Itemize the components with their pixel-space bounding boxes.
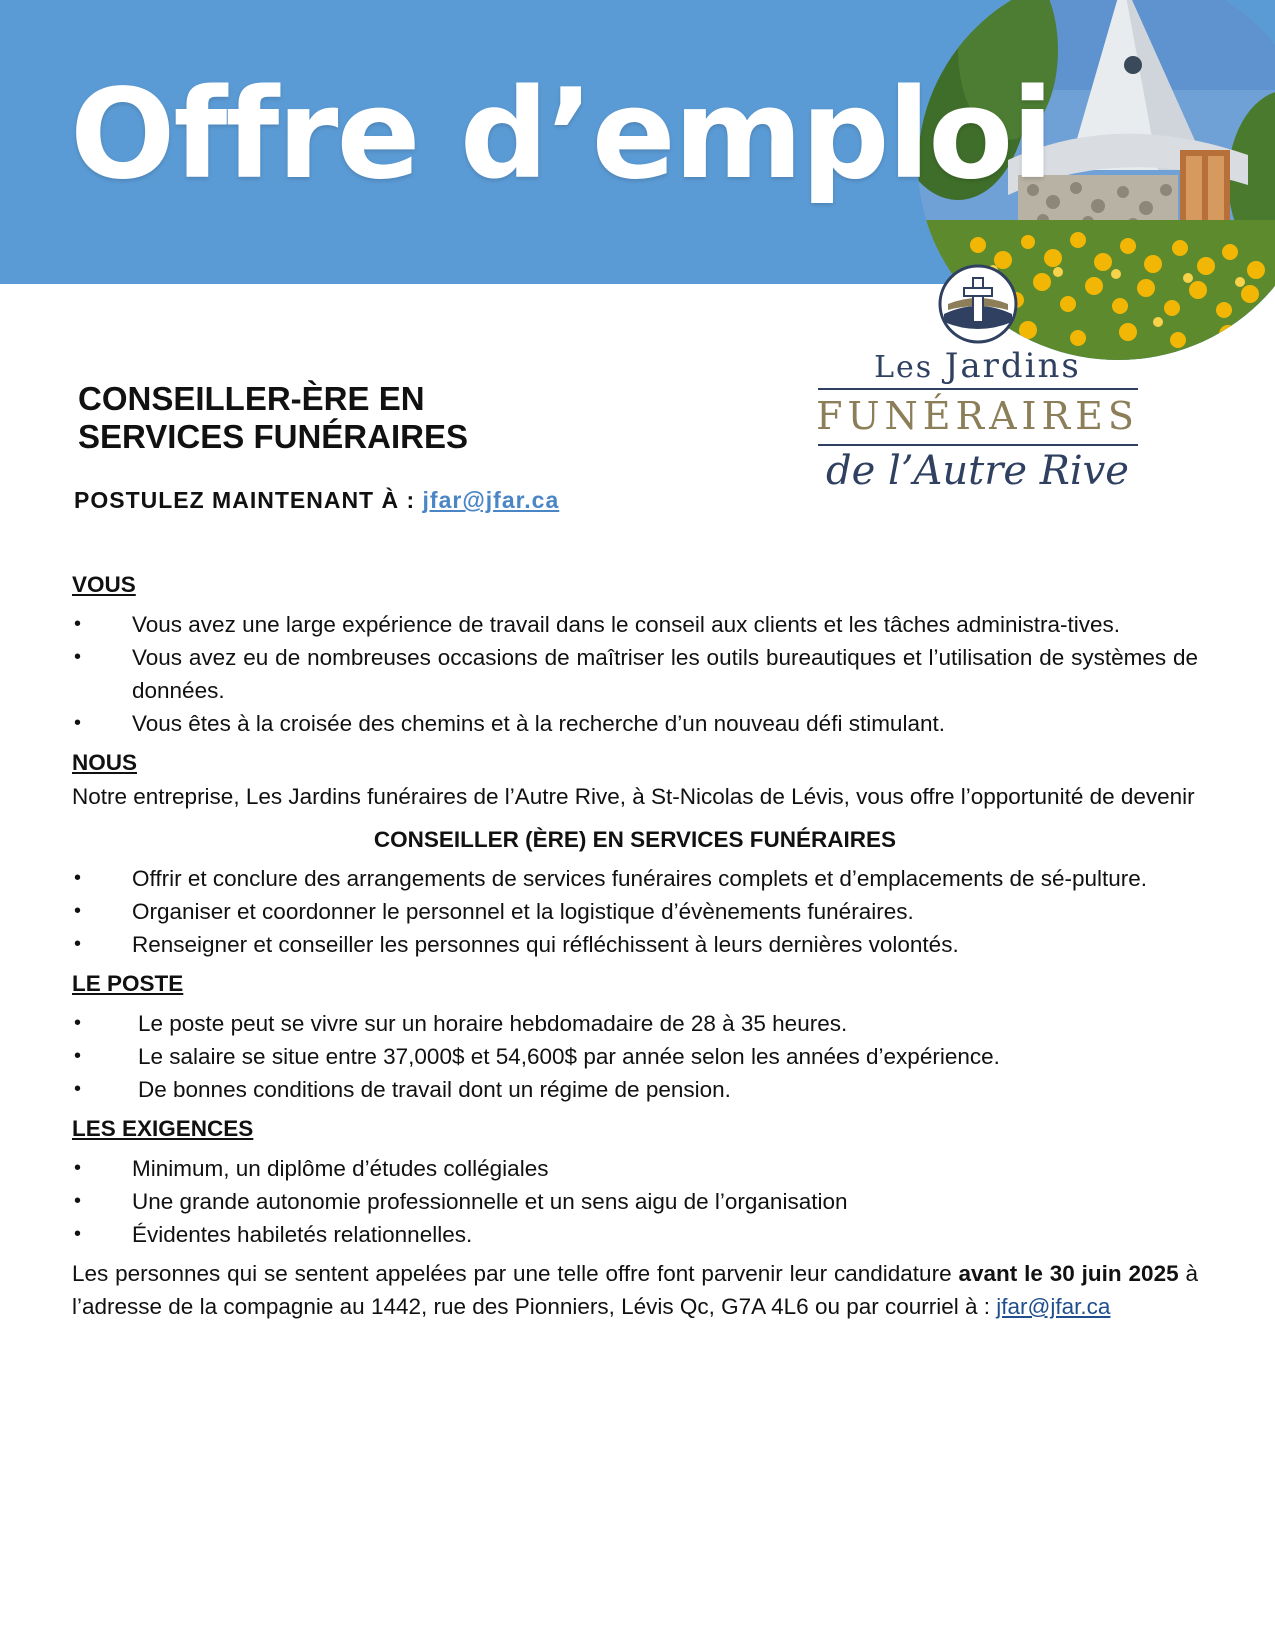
list-item: • Renseigner et conseiller les personnes qui réfléchissent à leurs dernières volontés. <box>72 928 1198 961</box>
list-item <box>72 1040 1198 1073</box>
list-item <box>72 1073 1198 1106</box>
job-title-line1: CONSEILLER-ÈRE EN <box>78 380 425 417</box>
apply-email-link[interactable]: jfar@jfar.ca <box>422 487 560 513</box>
logo-text-les-jardins <box>810 346 1145 386</box>
closing-text-1: Les personnes qui se sentent appelées par une telle offre font parvenir leur candidature <box>72 1261 959 1286</box>
closing-deadline: avant le 30 juin 2025 <box>958 1261 1179 1286</box>
list-item-text: Le poste peut se vivre sur un horaire hebdomadaire de 28 à 35 heures. <box>138 1011 848 1036</box>
closing-text-2: à l’adresse de la compagnie au 1442, rue des Pionniers, Lévis Qc, G7A 4L6 ou par courriel à : <box>72 1261 1199 1319</box>
cross-emblem-icon <box>936 262 1020 346</box>
nous-intro: Notre entreprise, Les Jardins funéraires de l’Autre Rive, à St-Nicolas de Lévis, vous offre l’opportunité de devenir <box>72 784 1195 809</box>
logo-text-autre-rive: de l’Autre Rive <box>826 448 1129 494</box>
list-item: • Organiser et coordonner le personnel et la logistique d’évènements funéraires. <box>72 895 1198 928</box>
list-item-text: De bonnes conditions de travail dont un régime de pension. <box>138 1077 731 1102</box>
offer-content <box>72 568 1198 1329</box>
closing-email-link[interactable]: jfar@jfar.ca <box>996 1294 1111 1319</box>
banner-title: Offre d’emploi <box>70 63 1052 207</box>
list-item <box>72 1007 1198 1040</box>
vous-list <box>72 608 1198 740</box>
list-item: • Minimum, un diplôme d’études collégiales <box>72 1152 1198 1185</box>
list-item: • Vous avez une large expérience de travail dans le conseil aux clients et les tâches administra-tives. <box>72 608 1198 641</box>
apply-line <box>74 487 559 514</box>
list-item-text: Le salaire se situe entre 37,000$ et 54,600$ par année selon les années d’expérience. <box>138 1044 1000 1069</box>
company-logo <box>810 262 1145 512</box>
logo-text-jardins: Jardins <box>944 346 1081 386</box>
section-heading-nous: NOUS <box>72 750 138 775</box>
logo-rule-top <box>818 388 1138 390</box>
list-item: • Vous êtes à la croisée des chemins et à la recherche d’un nouveau défi stimulant. <box>72 707 1198 740</box>
logo-rule-bottom <box>818 444 1138 446</box>
exigences-list <box>72 1152 1198 1251</box>
position-subheading: CONSEILLER (ÈRE) EN SERVICES FUNÉRAIRES <box>373 827 897 852</box>
list-item: • Une grande autonomie professionnelle et un sens aigu de l’organisation <box>72 1185 1198 1218</box>
logo-text-funeraires: FUNÉRAIRES <box>816 394 1139 438</box>
job-title-line2: SERVICES FUNÉRAIRES <box>78 418 468 455</box>
list-item: • Vous avez eu de nombreuses occasions de maîtriser les outils bureautiques et l’utilisation de systèmes de données. <box>72 641 1198 707</box>
list-item: • Offrir et conclure des arrangements de services funéraires complets et d’emplacements de sé-pulture. <box>72 862 1198 895</box>
logo-text-les: Les <box>874 350 945 385</box>
list-item: • Évidentes habiletés relationnelles. <box>72 1218 1198 1251</box>
section-heading-vous: VOUS <box>72 572 136 597</box>
nous-list <box>72 862 1198 961</box>
section-heading-poste: LE POSTE <box>72 971 184 996</box>
job-title <box>78 380 468 456</box>
poste-list <box>72 1007 1198 1106</box>
closing-paragraph <box>72 1257 1198 1323</box>
apply-label: POSTULEZ MAINTENANT À : <box>74 487 423 513</box>
section-heading-exigences: LES EXIGENCES <box>72 1116 254 1141</box>
